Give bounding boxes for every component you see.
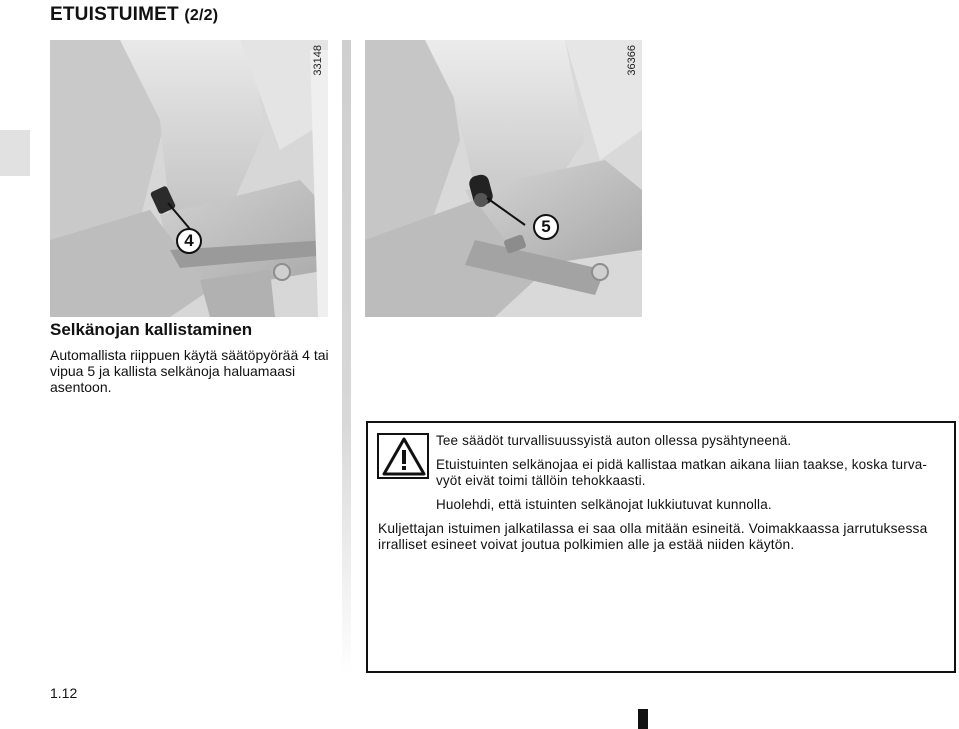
- warning-line: Tee säädöt turvallisuussyistä auton ollessa pysähtyneenä.: [436, 433, 792, 448]
- column-divider: [342, 40, 351, 675]
- warning-triangle-icon: [382, 437, 426, 477]
- warning-line: Etuistuinten selkänojaa ei pidä kallistaa matkan aikana liian taakse, koska turva-: [436, 457, 928, 472]
- seat-wheel-drawing: [50, 40, 328, 317]
- warning-line: irralliset esineet voivat joutua polkimien alle ja estää niiden käytön.: [378, 537, 795, 552]
- callout-marker: 4: [176, 228, 202, 254]
- callout-marker: 5: [533, 214, 559, 240]
- warning-line: vyöt eivät toimi tällöin tehokkaasti.: [436, 473, 646, 488]
- page-edge-marker: [638, 709, 648, 729]
- page-title-part: (2/2): [184, 7, 219, 24]
- figure-reference-code: 36366: [626, 45, 638, 76]
- page-title-text: ETUISTUIMET: [50, 4, 179, 25]
- warning-line: Kuljettajan istuimen jalkatilassa ei saa olla mitään esineitä. Voimakkaassa jarrutuksessa: [378, 521, 928, 536]
- page-title: [50, 4, 218, 26]
- section-heading: Selkänojan kallistaminen: [50, 320, 253, 339]
- seat-illustration-right: [365, 40, 642, 317]
- warning-icon-frame: [377, 433, 429, 479]
- section-body-text: Automallista riippuen käytä säätöpyörää 4 tai vipua 5 ja kallista selkänoja haluamaasi asentoon.: [50, 347, 329, 395]
- warning-line: Huolehdi, että istuinten selkänojat lukkiutuvat kunnolla.: [436, 497, 772, 512]
- seat-illustration-left: [50, 40, 328, 317]
- chapter-tab: [0, 130, 30, 176]
- figure-reference-code: 33148: [312, 45, 324, 76]
- seat-lever-drawing: [365, 40, 642, 317]
- page-number: 1.12: [50, 685, 78, 701]
- warning-box: [366, 421, 956, 673]
